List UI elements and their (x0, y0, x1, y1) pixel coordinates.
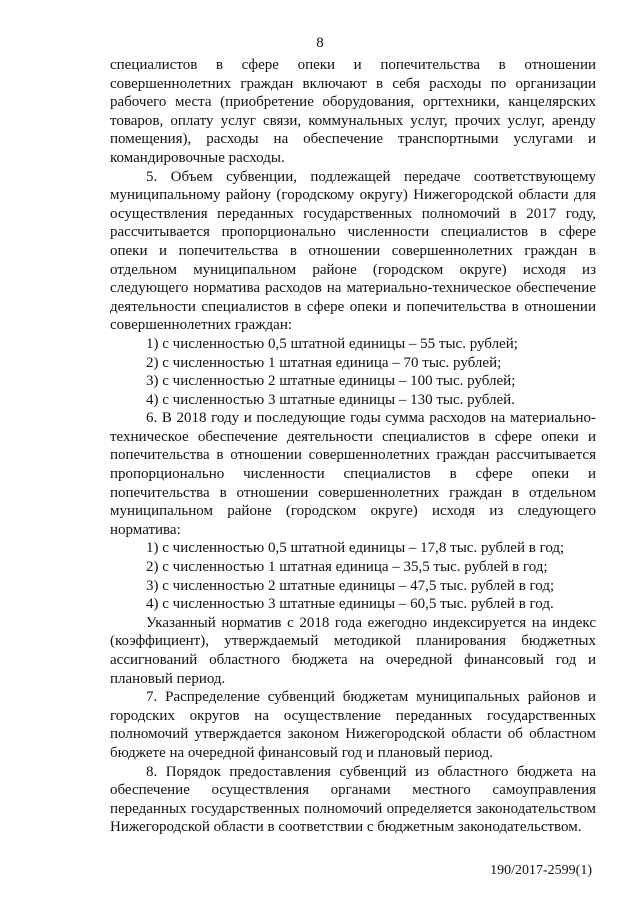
list-item: 4) с численностью 3 штатные единицы – 130 тыс. рублей. (146, 391, 515, 408)
list-item: 3) с численностью 2 штатные единицы – 47,5 тыс. рублей в год; (146, 577, 555, 594)
page-number: 8 (316, 35, 324, 51)
list-item: 3) с численностью 2 штатные единицы – 100 тыс. рублей; (146, 373, 516, 390)
list-item: 1) с численностью 0,5 штатной единицы – 17,8 тыс. рублей в год; (146, 540, 565, 557)
paragraph-6: 6. В 2018 году и последующие годы сумма расходов на материально-техническое обеспечение деятельности специалистов в сфере опеки и попечительства в отношении совершеннолетних граждан рассчитывается пропорционально численности специалистов в сфере опеки и попечительства в отношении совершеннолетних граждан в отдельном муниципальном районе (городском округе) исходя из следующего норматива: (110, 410, 596, 538)
paragraph-5: 5. Объем субвенции, подлежащей передаче соответствующему муниципальному району (городскому округу) Нижегородской области для осуществления переданных государственных полномочий в 2017 году, рассчитывается пропорционально численности специалистов в сфере опеки и попечительства в отношении совершеннолетних граждан в отдельном муниципальном районе (городском округе) исходя из следующего норматива расходов на материально-техническое обеспечение деятельности специалистов в сфере опеки и попечительства в отношении совершеннолетних граждан: (110, 168, 596, 334)
paragraph-indexation: Указанный норматив с 2018 года ежегодно индексируется на индекс (коэффициент), утверждаемый методикой планирования бюджетных ассигнований областного бюджета на очередной финансовый год и плановый период. (110, 614, 596, 687)
document-body (110, 56, 596, 837)
paragraph-7: 7. Распределение субвенций бюджетам муниципальных районов и городских округов на осуществление переданных государственных полномочий утверждается законом Нижегородской области об областном бюджете на очередной финансовый год и плановый период. (110, 689, 596, 761)
list-item: 4) с численностью 3 штатные единицы – 60,5 тыс. рублей в год. (146, 596, 554, 613)
list-item: 2) с численностью 1 штатная единица – 70 тыс. рублей; (146, 354, 502, 371)
list-item: 2) с численностью 1 штатная единица – 35,5 тыс. рублей в год; (146, 559, 548, 576)
paragraph-8: 8. Порядок предоставления субвенций из областного бюджета на обеспечение осуществления органами местного самоуправления переданных государственных полномочий определяется законодательством Нижегородской области в соответствии с бюджетным законодательством. (110, 763, 596, 836)
document-code: 190/2017-2599(1) (490, 863, 592, 878)
paragraph-continuation: специалистов в сфере опеки и попечительства в отношении совершеннолетних граждан включают в себя расходы по организации рабочего места (приобретение оборудования, оргтехники, канцелярских товаров, оплату услуг связи, коммунальных услуг, прочих услуг, аренду помещения), расходы на обеспечение транспортными услугами и командировочные расходы. (110, 57, 596, 166)
list-item: 1) с численностью 0,5 штатной единицы – 55 тыс. рублей; (146, 335, 518, 352)
